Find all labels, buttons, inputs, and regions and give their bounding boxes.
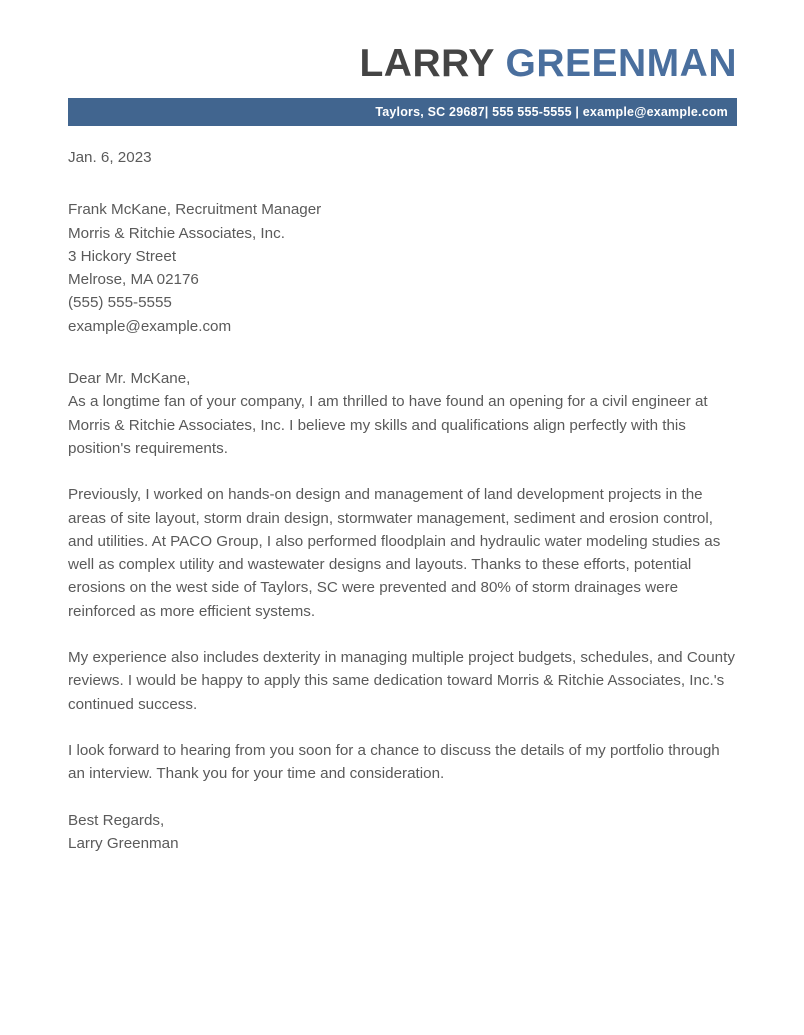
signature-name: Larry Greenman <box>68 834 179 852</box>
letter-body <box>68 146 737 855</box>
recipient-street: 3 Hickory Street <box>68 247 177 265</box>
contact-line: Taylors, SC 29687| 555 555-5555 | example@example.com <box>375 105 728 119</box>
letter-paragraph-1: As a longtime fan of your company, I am thrilled to have found an opening for a civil engineer at Morris & Ritchie Associates, Inc. I believe my skills and qualifications align perfectly with this position's requirements. <box>68 393 708 457</box>
letterhead <box>68 0 737 126</box>
recipient-email: example@example.com <box>68 317 232 335</box>
signoff-block <box>68 809 737 856</box>
letter-paragraph-2: Previously, I worked on hands-on design and management of land development projects in the areas of site layout, storm drain design, stormwater management, sediment and erosion control, and utilities. At PACO Group, I also performed floodplain and hydraulic water modeling studies as well as complex utility and wastewater designs and layouts. Thanks to these efforts, potential erosions on the west side of Taylors, SC were prevented and 80% of storm drainages were reinforced as more efficient systems. <box>68 486 721 620</box>
letter-paragraph-3: My experience also includes dexterity in managing multiple project budgets, schedules, and County reviews. I would be happy to apply this same dedication toward Morris & Ritchie Associates, Inc.'s continued success. <box>68 649 735 713</box>
last-name: GREENMAN <box>505 42 737 85</box>
recipient-name-title: Frank McKane, Recruitment Manager <box>68 201 322 219</box>
recipient-company: Morris & Ritchie Associates, Inc. <box>68 224 285 242</box>
recipient-city-state-zip: Melrose, MA 02176 <box>68 271 199 289</box>
letter-paragraph-4: I look forward to hearing from you soon for a chance to discuss the details of my portfolio through an interview. Thank you for your time and consideration. <box>68 741 720 783</box>
closing-phrase: Best Regards, <box>68 811 165 829</box>
page-title <box>68 0 737 83</box>
salutation: Dear Mr. McKane, <box>68 370 191 388</box>
recipient-phone: (555) 555-5555 <box>68 294 172 312</box>
contact-bar <box>68 98 737 126</box>
first-name: LARRY <box>359 42 495 85</box>
letter-date: Jan. 6, 2023 <box>68 149 152 166</box>
recipient-address-block <box>68 198 737 338</box>
